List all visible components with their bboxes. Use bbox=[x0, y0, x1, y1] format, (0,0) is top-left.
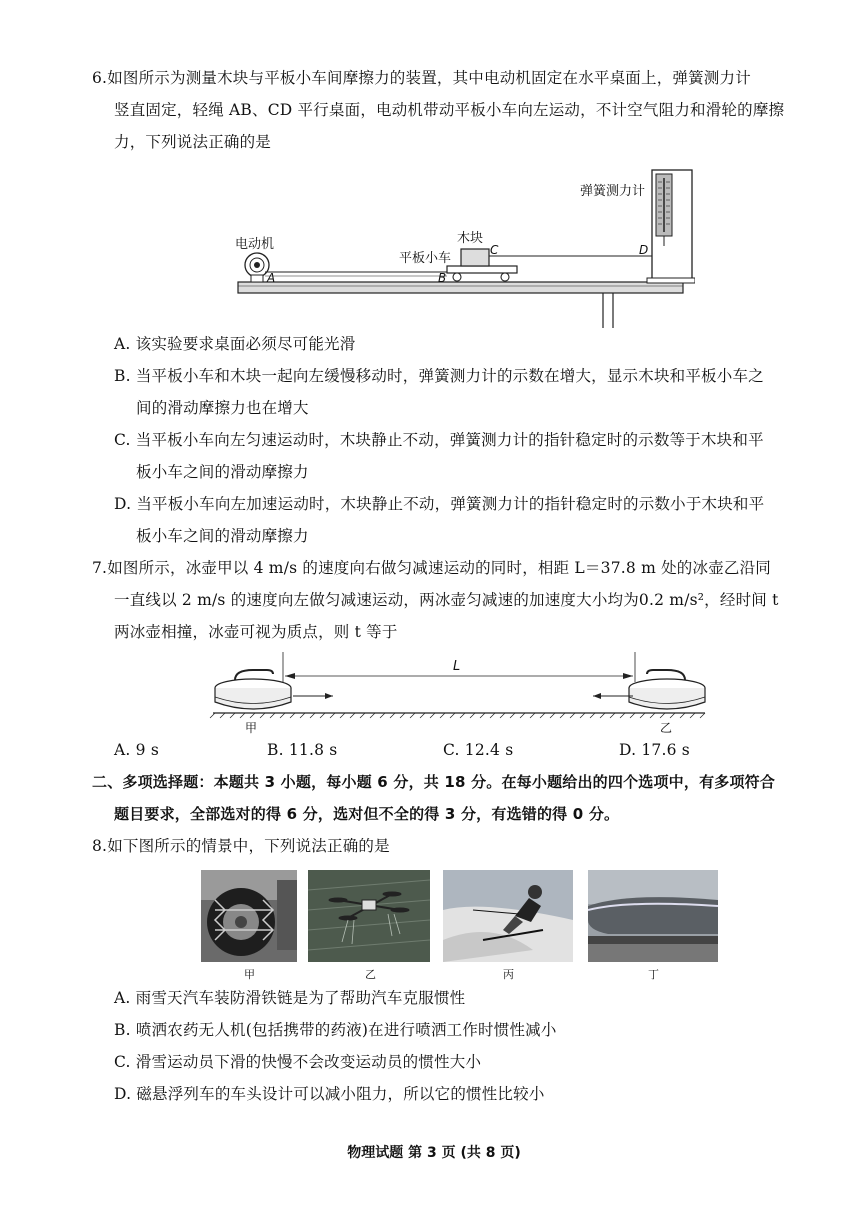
q6-stem-line2: 竖直固定，轻绳 AB、CD 平行桌面，电动机带动平板小车向左运动，不计空气阻力和滑轮的摩擦 bbox=[114, 101, 785, 119]
caption-yi: 乙 bbox=[365, 968, 376, 981]
photo-maglev-train bbox=[588, 870, 718, 962]
label-yi: 乙 bbox=[660, 721, 673, 735]
curling-stone-yi bbox=[629, 670, 705, 709]
q7-option-d: D. 17.6 s bbox=[619, 741, 690, 759]
q7-option-a: A. 9 s bbox=[114, 741, 159, 759]
label-jia: 甲 bbox=[245, 721, 258, 735]
q6-option-a: A. 该实验要求桌面必须尽可能光滑 bbox=[114, 335, 356, 353]
q7-stem-line3: 两冰壶相撞，冰壶可视为质点，则 t 等于 bbox=[114, 623, 398, 641]
q6-option-d: D. 当平板小车向左加速运动时，木块静止不动，弹簧测力计的指针稳定时的示数小于木块和平 bbox=[114, 495, 765, 513]
label-c: C bbox=[490, 243, 499, 257]
q7-stem-line1: 7.如图所示，冰壶甲以 4 m/s 的速度向右做匀减速运动的同时，相距 L＝37.8 m 处的冰壶乙沿同 bbox=[92, 559, 771, 577]
q6-option-c-cont: 板小车之间的滑动摩擦力 bbox=[136, 463, 309, 481]
q7-stem-line2: 一直线以 2 m/s 的速度向左做匀减速运动，两冰壶匀减速的加速度大小均为0.2 m/s²，经时间 t bbox=[114, 591, 779, 609]
q6-option-d-cont: 板小车之间的滑动摩擦力 bbox=[136, 527, 309, 545]
label-b: B bbox=[438, 271, 447, 285]
photo-skier bbox=[443, 870, 573, 962]
section2-heading-cont: 题目要求，全部选对的得 6 分，选对但不全的得 3 分，有选错的得 0 分。 bbox=[114, 805, 620, 823]
label-spring-scale: 弹簧测力计 bbox=[580, 184, 646, 199]
q6-friction-apparatus-figure bbox=[225, 160, 695, 332]
q8-option-a: A. 雨雪天汽车装防滑铁链是为了帮助汽车克服惯性 bbox=[114, 989, 466, 1007]
caption-jia: 甲 bbox=[244, 968, 255, 981]
q8-stem: 8.如下图所示的情景中，下列说法正确的是 bbox=[92, 837, 390, 855]
label-d: D bbox=[639, 243, 649, 257]
q6-option-b: B. 当平板小车和木块一起向左缓慢移动时，弹簧测力计的示数在增大，显示木块和平板小车之 bbox=[114, 367, 764, 385]
q6-option-b-cont: 间的滑动摩擦力也在增大 bbox=[136, 399, 309, 417]
q8-option-b: B. 喷洒农药无人机(包括携带的药液)在进行喷洒工作时惯性减小 bbox=[114, 1021, 557, 1039]
cart bbox=[447, 266, 517, 273]
page-footer: 物理试题 第 3 页 (共 8 页) bbox=[347, 1145, 521, 1161]
label-a: A bbox=[267, 271, 276, 285]
q6-option-c: C. 当平板小车向左匀速运动时，木块静止不动，弹簧测力计的指针稳定时的示数等于木块和平 bbox=[114, 431, 764, 449]
wood-block bbox=[461, 249, 489, 266]
section2-heading: 二、多项选择题：本题共 3 小题，每小题 6 分，共 18 分。在每小题给出的四个选项中，有多项符合 bbox=[92, 773, 776, 791]
q8-option-c: C. 滑雪运动员下滑的快慢不会改变运动员的惯性大小 bbox=[114, 1053, 482, 1071]
label-block: 木块 bbox=[457, 231, 484, 246]
photo-tire-chains bbox=[201, 870, 297, 962]
q6-stem-line1: 6.如图所示为测量木块与平板小车间摩擦力的装置，其中电动机固定在水平桌面上，弹簧测力计 bbox=[92, 69, 751, 87]
table-top bbox=[238, 282, 683, 293]
q6-stem-line3: 力，下列说法正确的是 bbox=[114, 133, 272, 151]
label-cart: 平板小车 bbox=[399, 251, 452, 266]
label-l: L bbox=[453, 659, 461, 674]
caption-ding: 丁 bbox=[648, 968, 659, 981]
q7-curling-figure bbox=[205, 650, 715, 738]
label-motor: 电动机 bbox=[235, 237, 275, 252]
curling-stone-jia bbox=[215, 670, 291, 709]
caption-bing: 丙 bbox=[503, 968, 514, 981]
q7-option-b: B. 11.8 s bbox=[267, 741, 338, 759]
q7-option-c: C. 12.4 s bbox=[443, 741, 514, 759]
photo-drone-spraying bbox=[308, 870, 430, 962]
q8-option-d: D. 磁悬浮列车的车头设计可以减小阻力，所以它的惯性比较小 bbox=[114, 1085, 545, 1103]
